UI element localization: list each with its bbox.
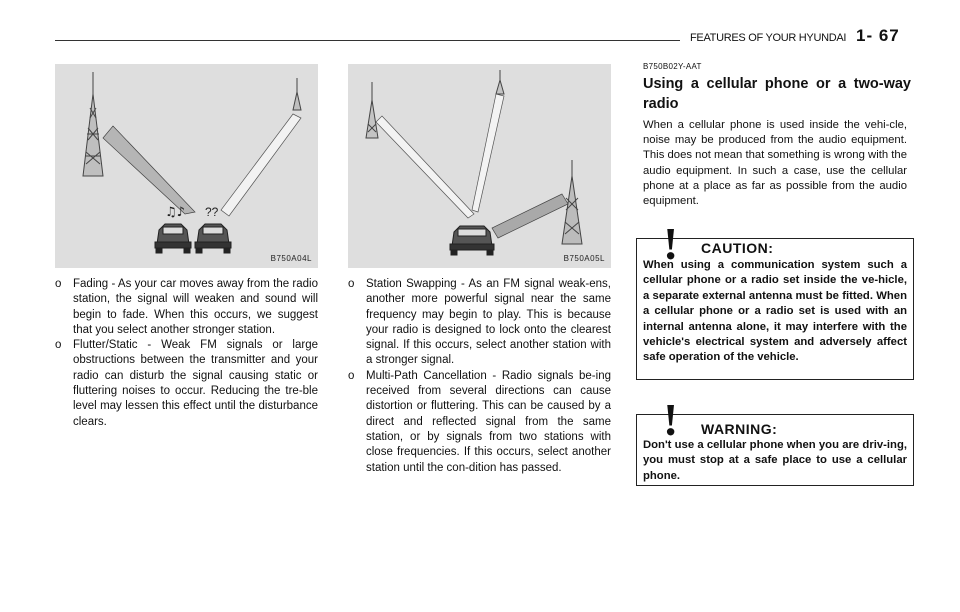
figure-code: B750A04L (270, 254, 312, 263)
warning-heading: WARNING: (701, 421, 778, 437)
figure-station-swapping (348, 64, 611, 268)
list-item-text: Station Swapping - As an FM signal weak-ens, another more powerful signal near the same frequency may begin to play. This is because your radio is designed to lock onto the clearest signal. If this occurs, select another station with a stronger signal. (366, 278, 611, 367)
section-title: Using a cellular phone or a two-way radio (643, 76, 911, 112)
list-item-text: Multi-Path Cancellation - Radio signals be-ing received from several directions can cause distortion or fluttering. This can be caused by a direct and reflected signal from the same station, or by signals from two stations with close frequencies. If this occurs, select another station until the con-dition has passed. (366, 369, 611, 474)
warning-text: Don't use a cellular phone when you are driv-ing, you must stop at a safe place to use a cellular phone. (643, 439, 907, 482)
fading-illustration (55, 64, 318, 268)
tower-far-illustration (496, 70, 504, 94)
exclamation-icon: ! (663, 394, 679, 445)
bullet: o (348, 369, 355, 382)
figure-fading (55, 64, 318, 268)
section-body: When a cellular phone is used inside the vehi-cle, noise may be produced from the audio equipment. This does not mean that something is wrong with the audio equipment. In such a case, use the cellular phone at a place as far as possible from the audio equipment. (643, 119, 907, 208)
signal-beam-far-illustration (472, 94, 504, 212)
car-illustration (450, 226, 494, 255)
section-code: B750B02Y-AAT (643, 62, 702, 71)
caution-box (636, 218, 914, 380)
bullet: o (348, 278, 355, 290)
list-item (348, 277, 611, 369)
signal-beam-top-illustration (376, 116, 474, 218)
signal-beam-right-illustration (221, 114, 301, 216)
exclamation-icon: ! (663, 218, 679, 269)
tower-right-illustration (293, 78, 301, 110)
tower-top-illustration (366, 82, 378, 138)
page-number: 1- 67 (856, 26, 900, 45)
figure-code: B750A05L (563, 254, 605, 263)
station-swapping-illustration (348, 64, 611, 268)
radio-reception-list-2 (348, 277, 611, 476)
list-item (348, 369, 611, 476)
tower-left-illustration (83, 72, 103, 176)
music-notes-icon: ♫♪ (165, 205, 185, 220)
list-item-text: Flutter/Static - Weak FM signals or large obstructions between the transmitter and your radio can disturb the signal causing static or fluttering noises to occur. Reducing the tre-ble level may lessen this effect until the disturbance clears. (73, 339, 318, 428)
caution-text: When using a communication system such a cellular phone or a radio set inside the ve-hicle, a separate external antenna must be fitted. When a cellular phone or a radio set is used with an internal antenna alone, it may interfere with the vehicle's electrical system and adversely affect safe operation of the vehicle. (643, 259, 907, 364)
list-item (55, 338, 318, 430)
bullet: o (55, 339, 62, 352)
signal-beam-near-illustration (492, 194, 568, 238)
header-rule (55, 40, 680, 41)
car-right-illustration (195, 224, 231, 253)
caution-heading: CAUTION: (701, 240, 774, 256)
question-marks-icon: ?? (205, 205, 219, 219)
radio-reception-list-1 (55, 277, 318, 430)
warning-box (636, 394, 914, 486)
bullet: o (55, 278, 62, 290)
list-item-text: Fading - As your car moves away from the radio station, the signal will weaken and sound will begin to fade. When this occurs, we suggest that you select another stronger station. (73, 278, 318, 336)
header-title: FEATURES OF YOUR HYUNDAI (690, 32, 847, 44)
signal-beam-left-illustration (103, 126, 195, 214)
list-item (55, 277, 318, 338)
car-left-illustration (155, 224, 191, 253)
